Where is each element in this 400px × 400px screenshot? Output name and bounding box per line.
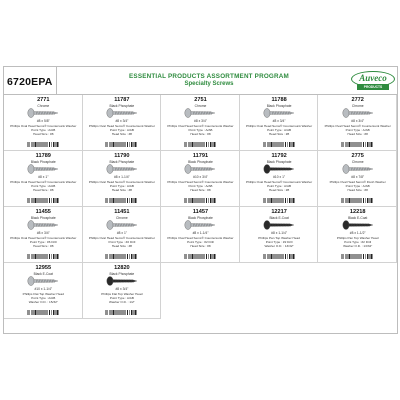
screw-description: Phillips Oval Head Sems® Countersunk Washer Point Type : A/AB Head Size : #8 [167, 123, 234, 136]
screw-description: Phillips Pan Top Washer Head Point Type : #2 Drill Washer O.D. : 13/32" [258, 235, 300, 248]
screw-size: #8 x 1-1/4" [113, 175, 130, 179]
finish-label: Black Phosphate [188, 159, 213, 164]
screw-description: Phillips Flat Top Washer Head Point Type : A/AB Washer O.D. : 15/32" [22, 291, 64, 304]
barcode [27, 198, 60, 203]
barcode [184, 142, 217, 147]
part-number: 11791 [192, 153, 209, 159]
screw-image [341, 164, 375, 174]
screw-image [341, 108, 375, 118]
product-cell[interactable] [161, 95, 240, 151]
product-cell[interactable] [240, 207, 319, 263]
screw-image [183, 164, 217, 174]
product-cell[interactable] [318, 151, 397, 207]
product-grid [4, 95, 397, 333]
screw-description: Phillips Oval Head Sems® Countersunk Washer Point Type : A/AB Head Size : #8 [167, 179, 234, 192]
screw-image [262, 108, 296, 118]
header-divider [56, 67, 57, 94]
screw-size: #8 x 1-1/2" [349, 231, 366, 235]
product-cell[interactable] [318, 207, 397, 263]
part-number: 12955 [35, 265, 52, 271]
part-number: 11787 [114, 97, 130, 103]
screw-image [26, 220, 60, 230]
part-number: 12218 [349, 209, 366, 215]
screw-description: Phillips Oval Head Sems® Countersunk Washer Point Type : A/AB Head Size : #8 [10, 179, 77, 192]
screw-size: #8 x 1" [116, 231, 127, 235]
screw-description: Phillips Oval Head Sems® Countersunk Washer Point Type : A/AB Head Size : #8 [246, 123, 313, 136]
screw-description: Phillips Oval Head Sems® Countersunk Washer Point Type : #2 Drill Head Size : #8 [167, 235, 234, 248]
part-number: 11457 [192, 209, 209, 215]
barcode [263, 198, 296, 203]
barcode [27, 142, 60, 147]
finish-label: Black E-Coat [269, 215, 289, 220]
finish-label: Chrome [37, 103, 50, 108]
part-number: 12217 [271, 209, 287, 215]
barcode [341, 254, 374, 259]
barcode [263, 142, 296, 147]
finish-label: Black Phosphate [30, 215, 56, 220]
part-number: 11455 [35, 209, 51, 215]
product-cell[interactable] [4, 151, 83, 207]
product-cell[interactable] [240, 95, 319, 151]
part-number: 11451 [114, 209, 130, 215]
screw-size: #8 x 3/4" [36, 231, 50, 235]
screw-image [105, 164, 139, 174]
screw-size: #8 x 3/4" [272, 119, 286, 123]
part-number: 11792 [271, 153, 287, 159]
program-title: ESSENTIAL PRODUCTS ASSORTMENT PROGRAM [129, 73, 289, 80]
finish-label: Black Phosphate [30, 159, 56, 164]
finish-label: Black Phosphate [109, 271, 135, 276]
screw-image [105, 276, 139, 286]
finish-label: Black E-Coat [33, 271, 53, 276]
product-cell[interactable] [83, 207, 162, 263]
screw-size: #8 x 3/4" [351, 119, 365, 123]
barcode [184, 254, 217, 259]
screw-image [183, 220, 217, 230]
product-cell[interactable] [318, 95, 397, 151]
barcode [27, 254, 60, 259]
screw-size: #10 x 1-1/4" [34, 287, 53, 291]
part-number: 11790 [114, 153, 130, 159]
part-number: 2775 [351, 153, 364, 159]
screw-description: Phillips Pan Top Washer Head Point Type : #2 Drill Washer O.D. : 13/32" [336, 235, 379, 248]
product-cell[interactable] [83, 263, 162, 319]
product-cell[interactable] [4, 263, 83, 319]
screw-image [105, 220, 139, 230]
screw-description: Phillips Oval Head Sems® Countersunk Washer Point Type : A/AB Head Size : #8 [324, 123, 391, 136]
part-number: 12820 [114, 265, 130, 271]
screw-description: Phillips Oval Head Sems® Countersunk Washer Point Type : A/AB Head Size : #8 [88, 179, 155, 192]
screw-size: #8 x 3/4" [194, 119, 207, 123]
part-number: 11789 [35, 153, 51, 159]
screw-size: #8 x 1" [38, 175, 49, 179]
screw-image [105, 108, 139, 118]
product-cell[interactable] [4, 95, 83, 151]
finish-label: Black Phosphate [109, 103, 135, 108]
barcode [341, 142, 374, 147]
screw-image [183, 108, 217, 118]
barcode [341, 198, 374, 203]
barcode [105, 254, 138, 259]
product-cell[interactable] [161, 151, 240, 207]
barcode [263, 254, 296, 259]
part-number: 11788 [271, 97, 287, 103]
screw-image [262, 220, 296, 230]
screw-image [26, 108, 60, 118]
finish-label: Black Phosphate [109, 159, 135, 164]
screw-image [26, 276, 60, 286]
screw-size: #10 x 3/4" [193, 175, 208, 179]
screw-size: #8 x 3/4" [115, 287, 129, 291]
barcode [105, 310, 138, 315]
product-cell[interactable] [83, 151, 162, 207]
screw-size: #8 x 1-1/4" [271, 231, 288, 235]
finish-label: Black Phosphate [266, 103, 292, 108]
product-cell[interactable] [240, 151, 319, 207]
screw-description: Phillips Oval Head Sems® Countersunk Washer Point Type : #6 Drill Head Size : #8 [10, 235, 77, 248]
finish-label: Chrome [116, 215, 128, 220]
screw-size: #10 x 1" [273, 175, 286, 179]
part-number: 2751 [194, 97, 207, 103]
barcode [184, 198, 217, 203]
finish-label: Chrome [351, 159, 364, 164]
program-subtitle: Specialty Screws [184, 81, 234, 87]
screw-size: #8 x 5/8" [36, 119, 50, 123]
logo-wordmark: Auveco [359, 73, 387, 83]
product-cell[interactable] [4, 207, 83, 263]
product-cell[interactable] [161, 207, 240, 263]
logo-subtitle-bar: PRODUCTS [357, 84, 389, 90]
screw-description: Phillips Oval Head Sems® Countersunk Washer Point Type : A/AB Head Size : #8 [10, 123, 77, 136]
assortment-code: 6720EPA [7, 76, 53, 88]
screw-size: #8 x 3/4" [115, 119, 129, 123]
barcode [105, 198, 138, 203]
finish-label: Black Phosphate [188, 215, 213, 220]
screw-image [262, 164, 296, 174]
screw-image [26, 164, 60, 174]
product-cell[interactable] [83, 95, 162, 151]
finish-label: Chrome [194, 103, 207, 108]
screw-image [341, 220, 375, 230]
barcode [105, 142, 138, 147]
screw-size: #8 x 1-1/4" [192, 231, 209, 235]
finish-label: Black E-Coat [348, 215, 368, 220]
screw-description: Phillips Oval Head Sems® Flush Washer Point Type : A/AB Head Size : #8 [329, 179, 386, 192]
part-number: 2771 [37, 97, 50, 103]
assortment-sheet [3, 66, 398, 334]
finish-label: Chrome [351, 103, 364, 108]
sheet-header [4, 67, 397, 95]
screw-description: Phillips Oval Head Sems® Countersunk Washer Point Type : #2 Drill Head Size : #8 [88, 235, 155, 248]
barcode [27, 310, 60, 315]
screw-description: Phillips Oval Head Sems® Countersunk Washer Point Type : A/AB Head Size : #8 [88, 123, 155, 136]
finish-label: Black Phosphate [266, 159, 292, 164]
brand-logo [351, 71, 395, 91]
screw-description: Phillips Oval Head Sems® Countersunk Washer Point Type : A/AB Head Size : #8 [246, 179, 313, 192]
screw-description: Phillips Flat Top Washer Head Point Type : A/AB Washer O.D. : 1/2" [101, 291, 143, 304]
part-number: 2772 [351, 97, 364, 103]
screw-size: #8 x 7/8" [351, 175, 365, 179]
